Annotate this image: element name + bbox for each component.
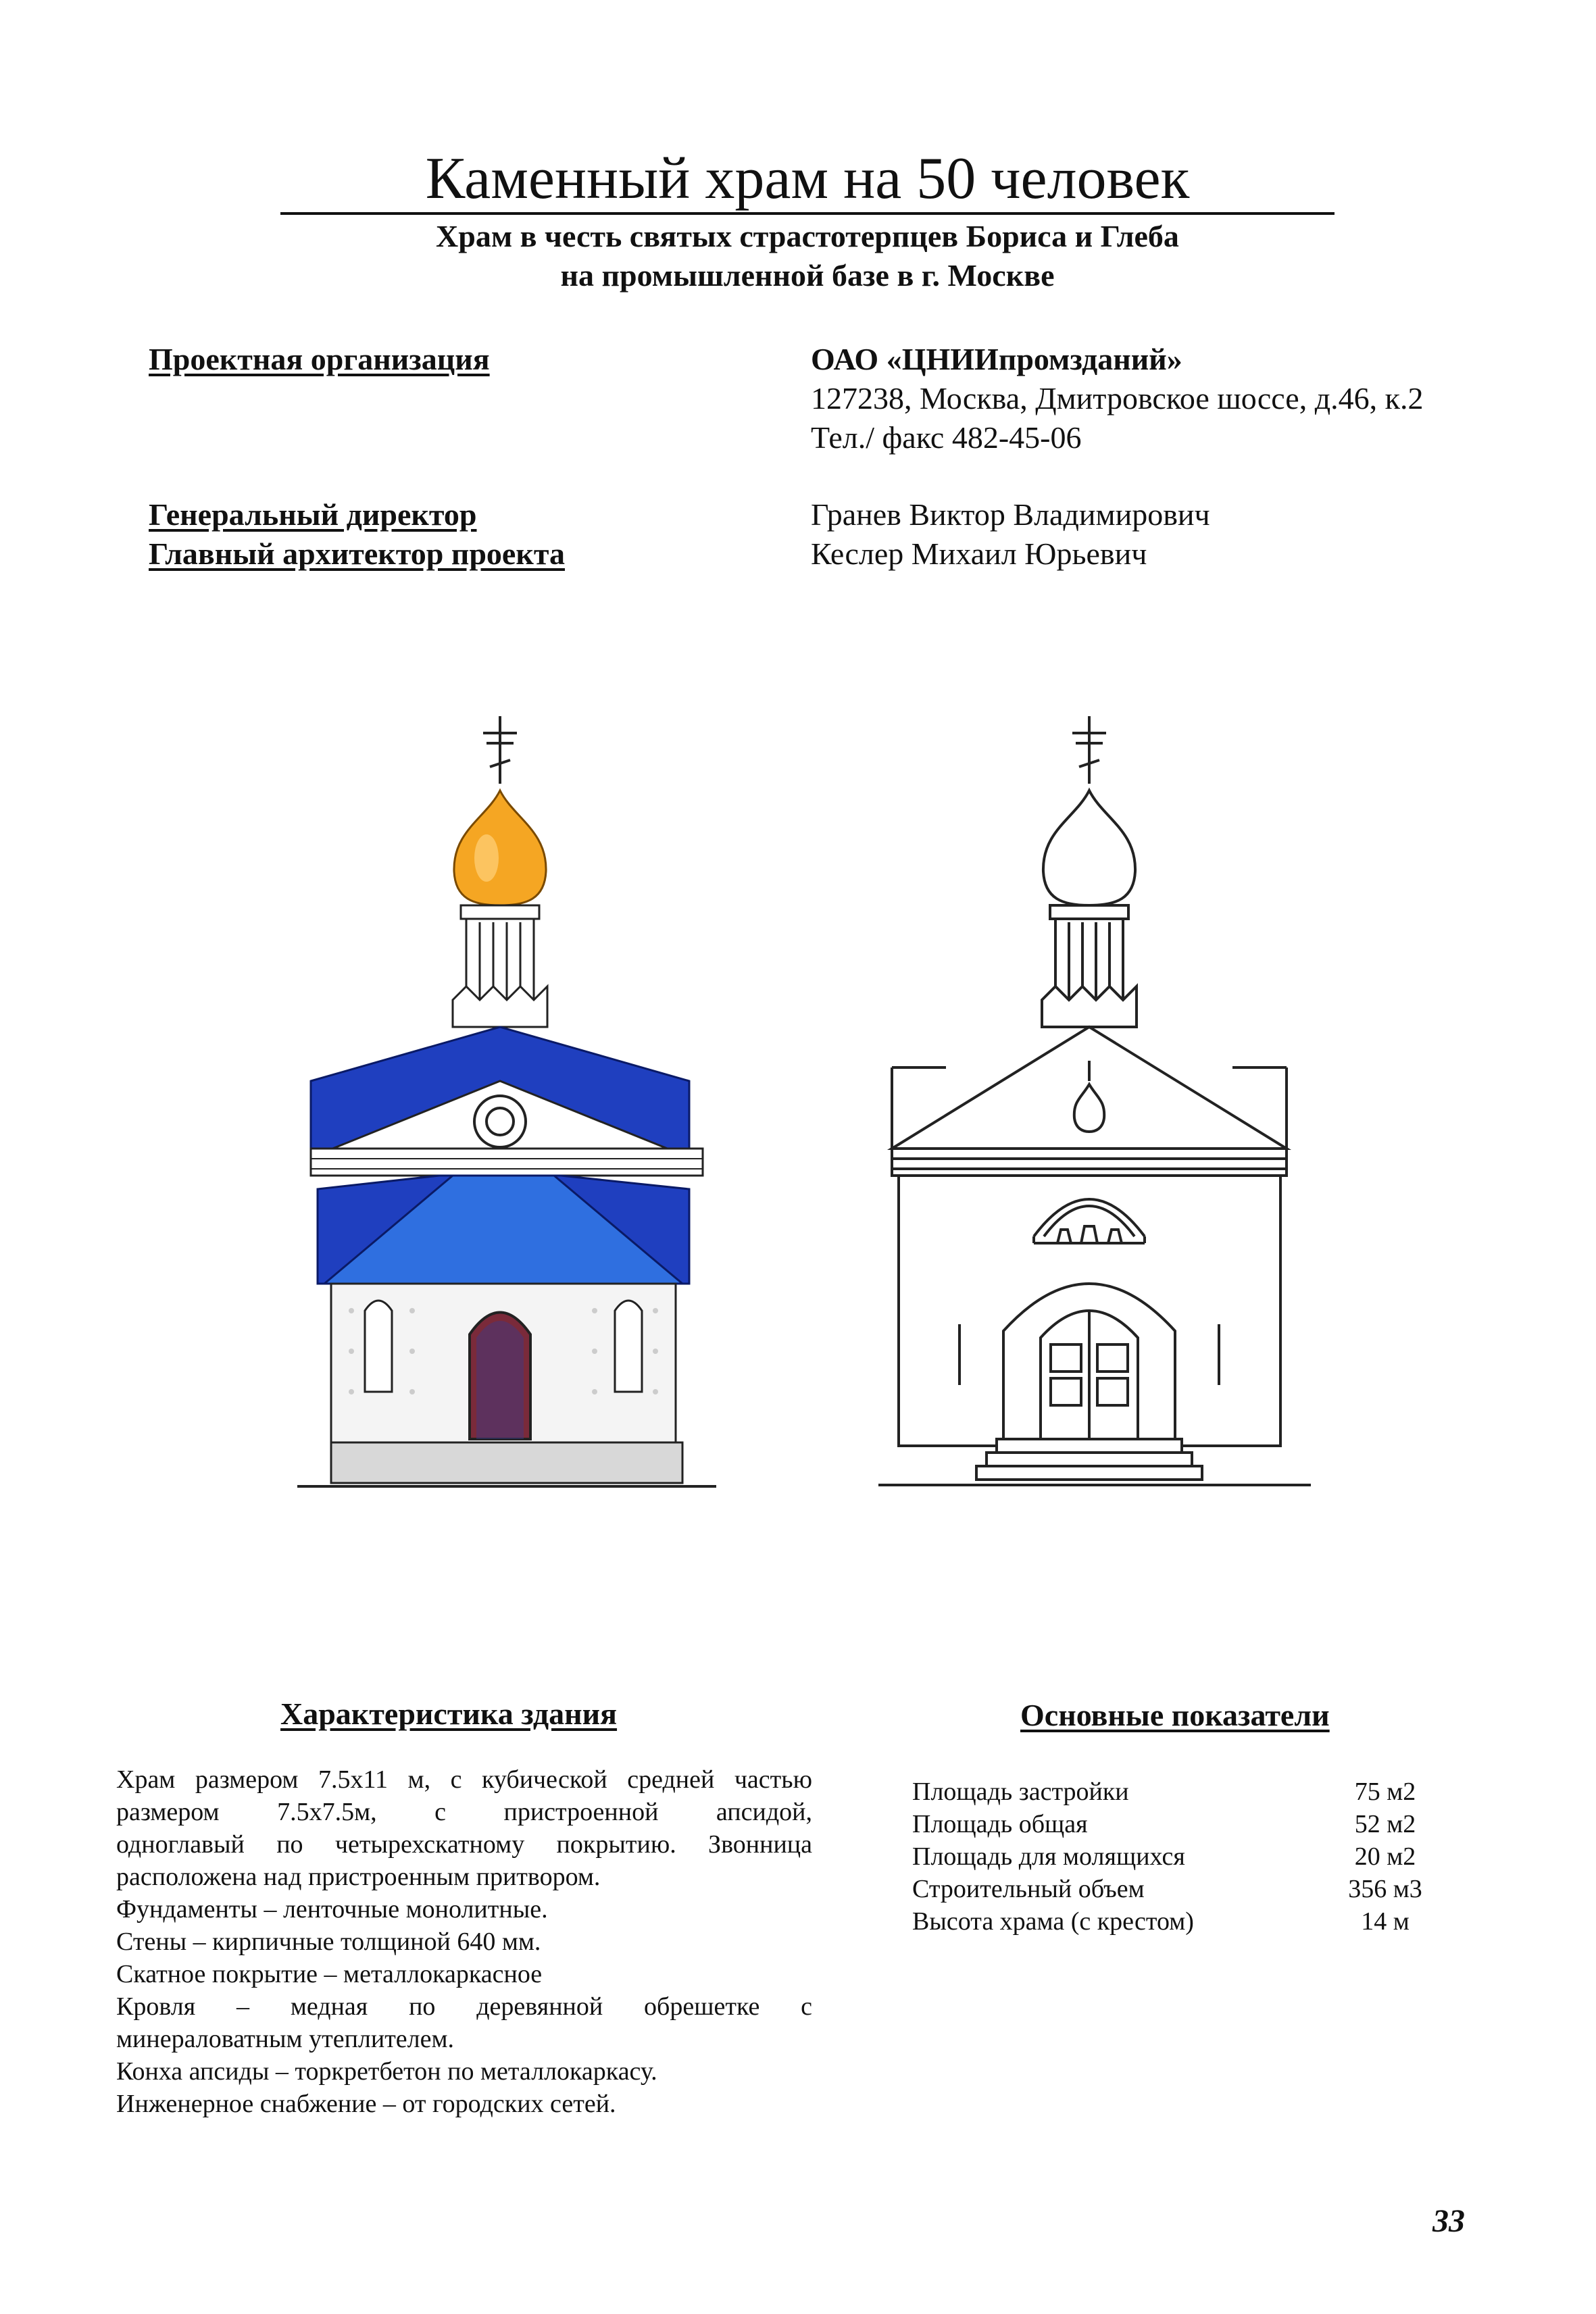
org-name: ОАО «ЦНИИпромзданий» (811, 342, 1182, 376)
bell-icon (1081, 1226, 1097, 1243)
indicators-table (912, 1776, 1453, 1938)
org-phone: Тел./ факс 482-45-06 (811, 420, 1082, 455)
indicator-name: Площадь для молящихся (912, 1842, 1185, 1871)
cross-icon (483, 716, 517, 784)
desc-line: одноглавый по четырехскатному покрытию. Звонница (116, 1830, 812, 1859)
indicators-heading: Основные показатели (1020, 1698, 1330, 1732)
indicator-name: Строительный объем (912, 1875, 1145, 1903)
director-name: Гранев Виктор Владимирович (811, 497, 1210, 532)
desc-line: Инженерное снабжение – от городских сетей. (116, 2090, 616, 2118)
cross-icon (1072, 716, 1106, 784)
indicator-name: Площадь общая (912, 1810, 1088, 1838)
desc-line: Стены – кирпичные толщиной 640 мм. (116, 1928, 541, 1956)
colored-facade-drawing (284, 703, 730, 1500)
indicator-row (912, 1776, 1453, 1808)
architect-name: Кеслер Михаил Юрьевич (811, 536, 1147, 571)
title-underline (280, 212, 1335, 215)
subtitle-line-2: на промышленной базе в г. Москве (560, 258, 1055, 293)
indicator-row (912, 1808, 1453, 1840)
characteristics-heading: Характеристика здания (280, 1696, 618, 1731)
indicator-value: 14 м (1361, 1907, 1410, 1936)
director-label: Генеральный директор (149, 497, 477, 532)
indicator-name: Высота храма (с крестом) (912, 1907, 1194, 1936)
indicator-value: 20 м2 (1354, 1842, 1416, 1871)
org-label: Проектная организация (149, 342, 490, 376)
desc-line: Фундаменты – ленточные монолитные. (116, 1895, 548, 1923)
indicator-value: 356 м3 (1348, 1875, 1422, 1903)
architect-label: Главный архитектор проекта (149, 536, 565, 571)
rose-window-icon (474, 1096, 526, 1147)
desc-line: Кровля – медная по деревянной обрешетке с (116, 1992, 812, 2021)
golden-dome-icon (454, 790, 546, 905)
org-address: 127238, Москва, Дмитровское шоссе, д.46, к.2 (811, 381, 1424, 416)
page-number: 33 (1432, 2203, 1465, 2239)
indicator-value: 52 м2 (1354, 1810, 1416, 1838)
characteristics-text (116, 1763, 812, 2120)
dome-outline-icon (1043, 790, 1135, 905)
indicator-row (912, 1840, 1453, 1873)
indicator-value: 75 м2 (1354, 1778, 1416, 1806)
line-facade-drawing (872, 703, 1318, 1500)
indicator-row (912, 1873, 1453, 1905)
desc-line: Скатное покрытие – металлокаркасное (116, 1960, 543, 1988)
indicator-row (912, 1905, 1453, 1938)
desc-line: Храм размером 7.5х11 м, с кубической средней частью (116, 1765, 812, 1794)
desc-line: расположена над пристроенным притвором. (116, 1863, 601, 1891)
page-title: Каменный храм на 50 человек (425, 146, 1190, 211)
subtitle-line-1: Храм в честь святых страстотерпцев Бориса и Глеба (436, 219, 1179, 253)
desc-line: размером 7.5х7.5м, с пристроенной апсидой, (116, 1798, 812, 1826)
bell-icon (1108, 1230, 1122, 1243)
desc-line: Конха апсиды – торкретбетон по металлокаркасу. (116, 2057, 657, 2086)
desc-line: минераловатным утеплителем. (116, 2025, 455, 2053)
bell-icon (1057, 1230, 1071, 1243)
indicator-name: Площадь застройки (912, 1778, 1129, 1806)
